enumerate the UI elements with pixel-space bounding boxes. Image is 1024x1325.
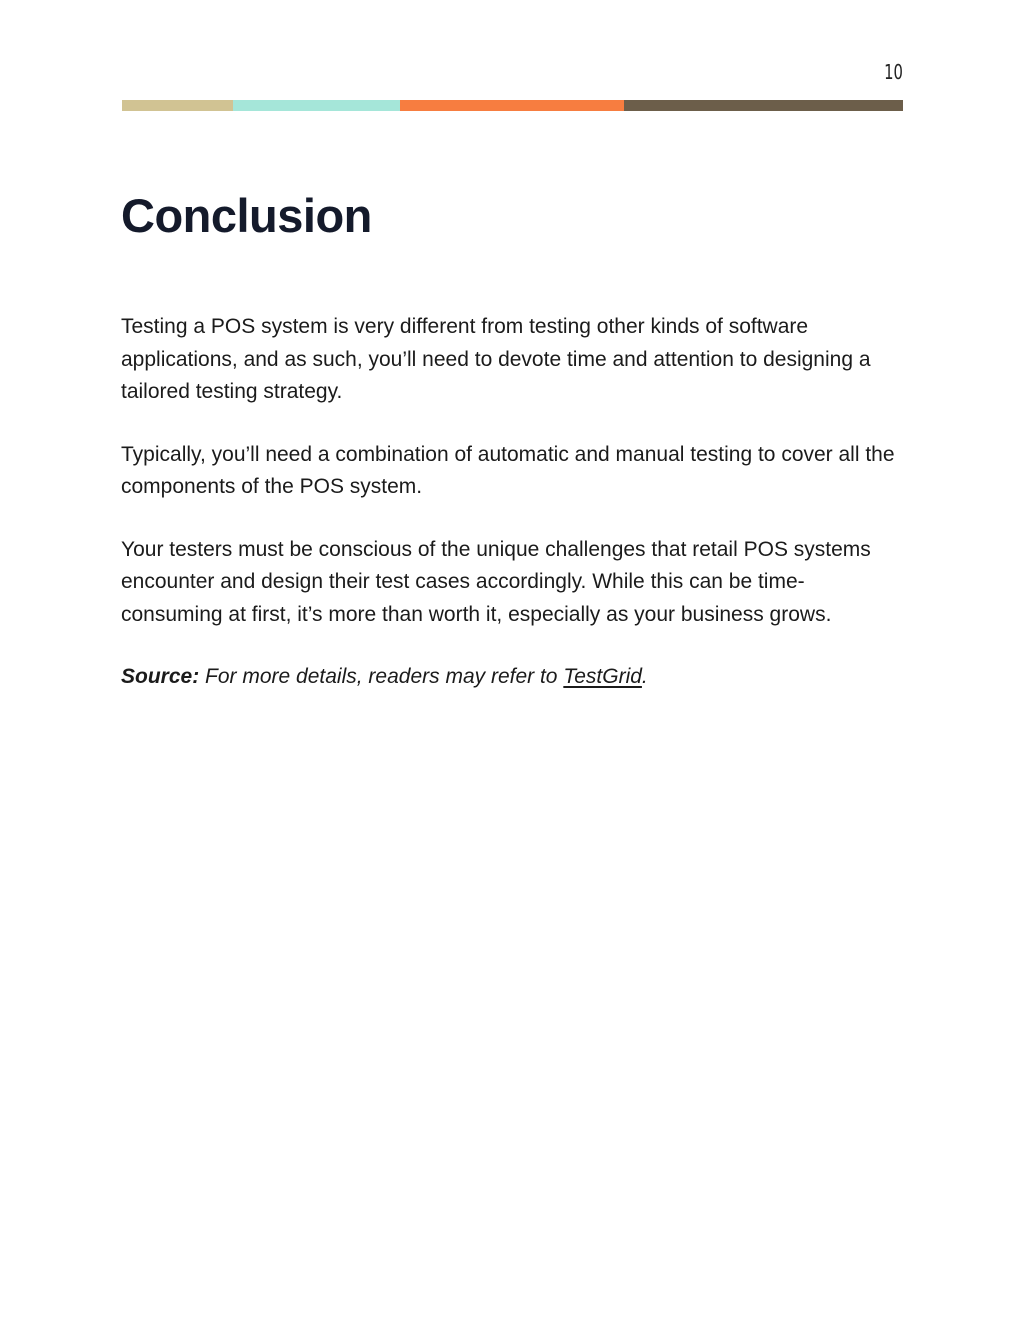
source-note <box>121 661 901 694</box>
source-text: For more details, readers may refer to <box>199 665 564 688</box>
paragraph: Typically, you’ll need a combination of automatic and manual testing to cover all the components of the POS system. <box>121 442 895 498</box>
page-title: Conclusion <box>121 189 372 242</box>
paragraph: Your testers must be conscious of the unique challenges that retail POS systems encounter and design their test cases accordingly. While this can be time-consuming at first, it’s more than worth it, especially as your business grows. <box>121 537 871 626</box>
color-bar-segment <box>233 100 400 111</box>
color-bar-segment <box>122 100 233 111</box>
source-label: Source: <box>121 665 200 688</box>
source-trailing: . <box>641 665 648 688</box>
color-bar-segment <box>624 100 903 111</box>
page-number: 10 <box>884 60 903 84</box>
testgrid-link[interactable]: TestGrid <box>563 665 642 688</box>
body-content <box>121 311 901 724</box>
paragraph: Testing a POS system is very different from testing other kinds of software applications, and as such, you’ll need to devote time and attention to designing a tailored testing strategy. <box>121 315 871 403</box>
header-color-bar <box>122 100 903 111</box>
color-bar-segment <box>400 100 624 111</box>
